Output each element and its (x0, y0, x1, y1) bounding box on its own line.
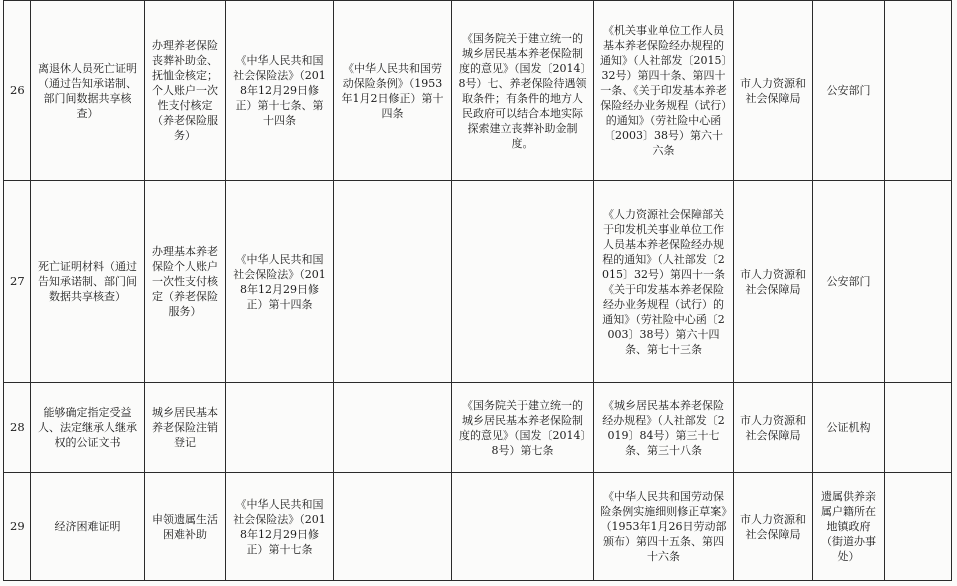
regulation-basis-cell (334, 181, 452, 383)
row-number: 27 (4, 181, 31, 383)
policy-basis-cell: 《国务院关于建立统一的城乡居民基本养老保险制度的意见》（国发〔2014〕8号）第七条 (452, 383, 594, 473)
rules-basis-cell: 《机关事业单位工作人员基本养老保险经办规程的通知》（人社部发〔2015〕32号）第四十条、第四十一条、《关于印发基本养老保险经办业务规程（试行）的通知》（劳社险中心函〔2003〕38号）第六十六条 (594, 1, 734, 181)
matter-cell: 办理基本养老保险个人账户一次性支付核定（养老保险服务） (145, 181, 226, 383)
department-cell: 市人力资源和社会保障局 (734, 473, 813, 581)
law-basis-cell: 《中华人民共和国社会保险法》（2018年12月29日修正）第十七条、第十四条 (226, 1, 334, 181)
law-basis-cell (226, 383, 334, 473)
materials-table (3, 0, 952, 581)
rules-basis-cell: 《城乡居民基本养老保险经办规程》（人社部发〔2019〕84号）第三十七条、第三十八条 (594, 383, 734, 473)
issuer-cell: 公安部门 (813, 1, 885, 181)
material-name-cell: 经济困难证明 (31, 473, 145, 581)
issuer-cell: 公证机构 (813, 383, 885, 473)
row-number: 28 (4, 383, 31, 473)
issuer-cell: 公安部门 (813, 181, 885, 383)
row-number: 29 (4, 473, 31, 581)
rules-basis-cell: 《人力资源社会保障部关于印发机关事业单位工作人员基本养老保险经办规程的通知》（人社部发〔2015〕32号）第四十一条 《关于印发基本养老保险经办业务规程（试行）的通知》（劳社险中心函〔2003〕38号）第六十四条、第七十三条 (594, 181, 734, 383)
remark-cell (885, 383, 952, 473)
law-basis-cell: 《中华人民共和国社会保险法》（2018年12月29日修正）第十四条 (226, 181, 334, 383)
remark-cell (885, 473, 952, 581)
issuer-cell: 遗属供养亲属户籍所在地镇政府（街道办事处） (813, 473, 885, 581)
material-name-cell: 离退休人员死亡证明（通过告知承诺制、部门间数据共享核查） (31, 1, 145, 181)
rules-basis-cell: 《中华人民共和国劳动保险条例实施细则修正草案》（1953年1月26日劳动部颁布）第四十五条、第四十六条 (594, 473, 734, 581)
policy-basis-cell (452, 181, 594, 383)
matter-cell: 城乡居民基本养老保险注销登记 (145, 383, 226, 473)
policy-basis-cell (452, 473, 594, 581)
table-row (4, 181, 952, 383)
matter-cell: 办理养老保险丧葬补助金、抚恤金核定；个人账户一次性支付核定（养老保险服务） (145, 1, 226, 181)
table-row (4, 383, 952, 473)
row-number: 26 (4, 1, 31, 181)
department-cell: 市人力资源和社会保障局 (734, 1, 813, 181)
material-name-cell: 能够确定指定受益人、法定继承人继承权的公证文书 (31, 383, 145, 473)
material-name-cell: 死亡证明材料（通过告知承诺制、部门间数据共享核查） (31, 181, 145, 383)
department-cell: 市人力资源和社会保障局 (734, 181, 813, 383)
remark-cell (885, 1, 952, 181)
department-cell: 市人力资源和社会保障局 (734, 383, 813, 473)
regulation-basis-cell: 《中华人民共和国劳动保险条例》（1953年1月2日修正）第十四条 (334, 1, 452, 181)
policy-basis-cell: 《国务院关于建立统一的城乡居民基本养老保险制度的意见》（国发〔2014〕8号）七、养老保险待遇领取条件；有条件的地方人民政府可以结合本地实际探索建立丧葬补助金制度。 (452, 1, 594, 181)
matter-cell: 申领遗属生活困难补助 (145, 473, 226, 581)
remark-cell (885, 181, 952, 383)
table-row (4, 473, 952, 581)
table-row (4, 1, 952, 181)
regulation-basis-cell (334, 383, 452, 473)
law-basis-cell: 《中华人民共和国社会保险法》（2018年12月29日修正）第十七条 (226, 473, 334, 581)
regulation-basis-cell (334, 473, 452, 581)
